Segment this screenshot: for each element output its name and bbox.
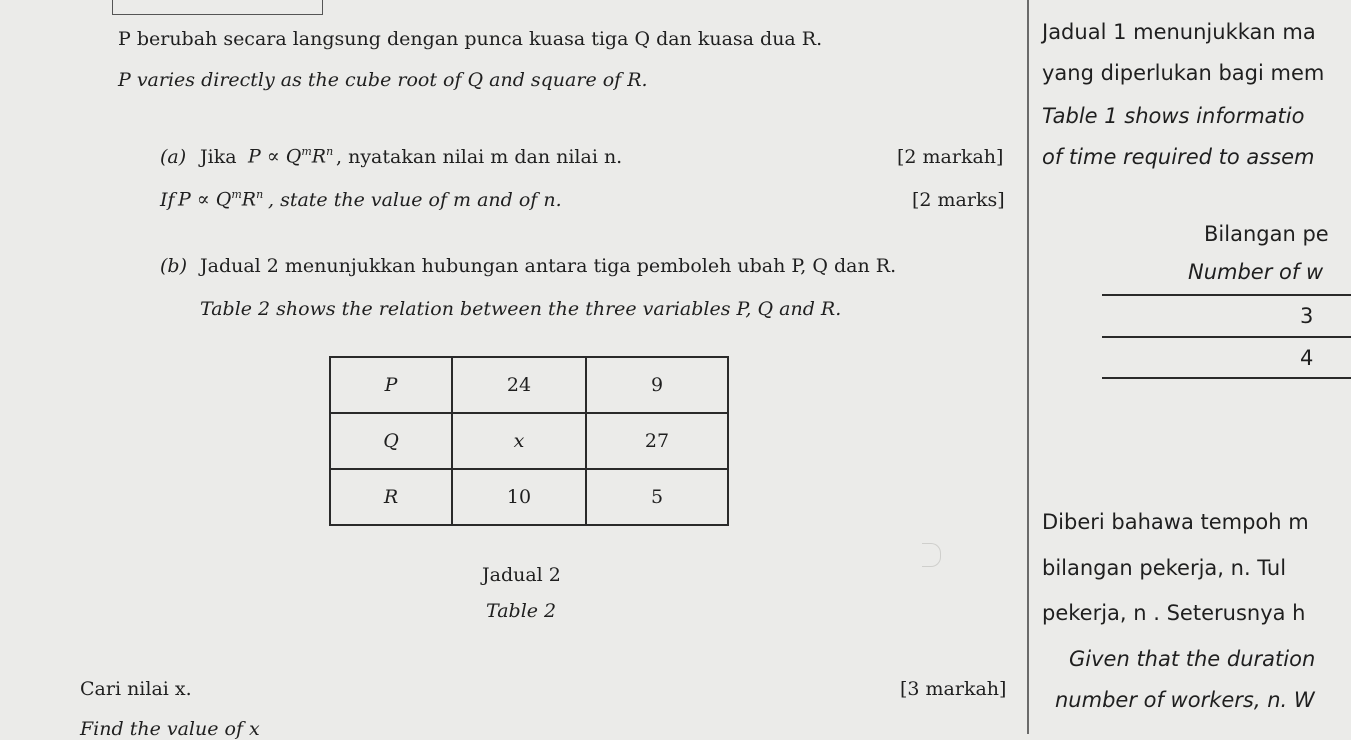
- part-b-task-english: Find the value of x: [80, 718, 260, 740]
- formula-R: R: [311, 145, 327, 168]
- part-a-marks-malay: [2 markah]: [897, 146, 1004, 168]
- table-2-caption-malay: Jadual 2: [482, 564, 561, 586]
- faint-pencil-mark: [922, 543, 941, 567]
- table-cell: 10: [452, 469, 586, 525]
- page-edge-box: [112, 0, 323, 15]
- part-a-label: (a): [160, 146, 187, 168]
- formula-prop: ∝: [266, 145, 280, 168]
- right-line-7: pekerja, n . Seterusnya h: [1042, 601, 1306, 625]
- table-1-header-english: Number of w: [1188, 260, 1324, 284]
- part-a-marks-english: [2 marks]: [912, 189, 1005, 211]
- part-b-english: Table 2 shows the relation between the three variables P, Q and R.: [200, 298, 842, 320]
- formula-Q-en: Q: [215, 188, 232, 211]
- stem-malay: P berubah secara langsung dengan punca kuasa tiga Q dan kuasa dua R.: [118, 28, 823, 50]
- table-1-header-malay: Bilangan pe: [1204, 222, 1329, 246]
- table-2-caption-english: Table 2: [486, 600, 557, 622]
- table-1-value: 4: [1300, 346, 1314, 370]
- right-line-3: Table 1 shows informatio: [1042, 104, 1305, 128]
- formula-m-en: m: [231, 188, 242, 201]
- right-line-6: bilangan pekerja, n. Tul: [1042, 556, 1287, 580]
- table-2: [329, 356, 729, 526]
- formula-ms: [248, 146, 333, 166]
- right-line-4: of time required to assem: [1042, 145, 1315, 169]
- formula-en: [178, 189, 263, 209]
- stem-english: P varies directly as the cube root of Q and square of R.: [118, 69, 648, 91]
- formula-n-en: n: [256, 188, 264, 201]
- part-b-label: (b): [160, 255, 187, 277]
- table-cell-label: Q: [330, 413, 452, 469]
- part-b-malay: Jadual 2 menunjukkan hubungan antara tiga pemboleh ubah P, Q dan R.: [200, 255, 897, 277]
- part-a-if: If: [160, 189, 175, 211]
- table-row: [330, 357, 728, 413]
- formula-n: n: [326, 145, 334, 158]
- table-cell: 27: [586, 413, 728, 469]
- table-cell-label: P: [330, 357, 452, 413]
- table-cell: 9: [586, 357, 728, 413]
- formula-Q: Q: [285, 145, 302, 168]
- formula-R-en: R: [241, 188, 257, 211]
- formula-m: m: [301, 145, 312, 158]
- table-1-rule: [1102, 336, 1351, 338]
- table-cell: x: [452, 413, 586, 469]
- right-line-1: Jadual 1 menunjukkan ma: [1042, 20, 1316, 44]
- part-a-malay-after: , nyatakan nilai m dan nilai n.: [336, 146, 623, 168]
- formula-prop-en: ∝: [196, 188, 210, 211]
- table-cell: 24: [452, 357, 586, 413]
- part-a-jika: Jika: [200, 146, 237, 168]
- table-1-value: 3: [1300, 304, 1314, 328]
- right-line-9: number of workers, n. W: [1055, 688, 1315, 712]
- formula-P-en: P: [178, 188, 191, 211]
- formula-P: P: [248, 145, 261, 168]
- part-b-marks-malay: [3 markah]: [900, 678, 1007, 700]
- table-cell: 5: [586, 469, 728, 525]
- right-line-5: Diberi bahawa tempoh m: [1042, 510, 1309, 534]
- part-b-task-malay: Cari nilai x.: [80, 678, 192, 700]
- table-cell-label: R: [330, 469, 452, 525]
- table-1-rule: [1102, 377, 1351, 379]
- part-a-english-after: , state the value of m and of n.: [268, 189, 562, 211]
- table-1-rule: [1102, 294, 1351, 296]
- right-line-8: Given that the duration: [1069, 647, 1316, 671]
- table-row: [330, 413, 728, 469]
- table-row: [330, 469, 728, 525]
- column-divider: [1027, 0, 1029, 734]
- right-line-2: yang diperlukan bagi mem: [1042, 61, 1325, 85]
